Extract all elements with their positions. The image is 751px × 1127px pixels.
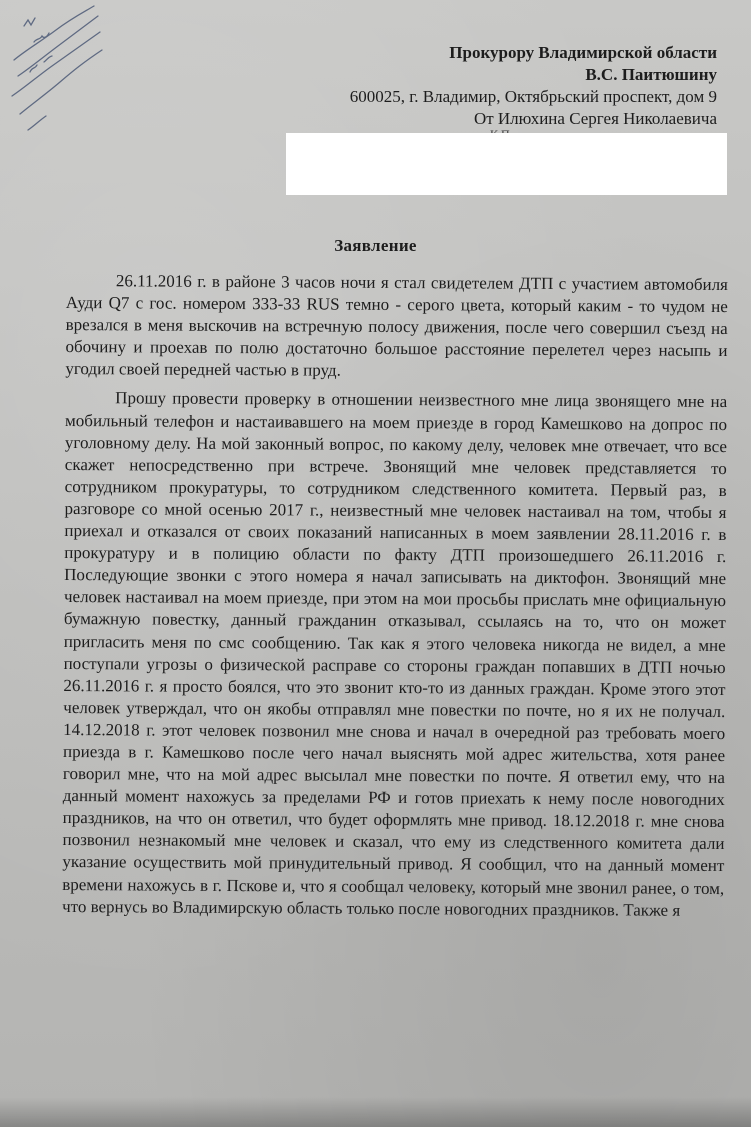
paragraph: 26.11.2016 г. в районе 3 часов ночи я стал свидетелем ДТП с участием автомобиля Ауди Q7 с гос. номером 333-33 RUS темно - серого цвета, который каким - то чудом не врезался в меня выскочив на встречную полосу движения, после чего совершил съезд на обочину и проехав по полю достаточно большое расстояние перелетел через насыпь и угодил своей передней частью в пруд. [65, 271, 728, 381]
addressee-line-3: 600025, г. Владимир, Октябрьский проспект, дом 9 [349, 87, 717, 106]
addressee-line-4: От Илюхина Сергея Николаевича [473, 109, 717, 128]
handwritten-resolution-scribble [4, 2, 104, 142]
document-body [62, 270, 728, 929]
document-title: Заявление [334, 236, 417, 255]
paragraph: Прошу провести проверку в отношении неизвестного мне лица звонящего мне на мобильный телефон и настаивавшего на моем приезде в город Камешково на допрос по уголовному делу. На мой законный вопрос, по какому делу, человек мне отвечает, что все скажет непосредственно при встрече. Звонящий мне человек представляется то сотрудником прокуратуры, то сотрудником следственного комитета. Первый раз, в разговоре со мной осенью 2017 г., неизвестный мне человек настаивал на том, чтобы я приехал и отказался от своих показаний написанных в моем заявлении 28.11.2016 г. в прокуратуру и в полицию области по факту ДТП произошедшего 26.11.2016 г. Последующие звонки с этого номера я начал записывать на диктофон. Звонящий мне человек настаивал на моем приезде, при этом на мои просьбы прислать мне официальную бумажную повестку, данный гражданин отказывал, ссылаясь на то, что он может пригласить меня по смс сообщению. Так как я этого человека никогда не видел, а мне поступали угрозы о физической расправе со стороны граждан попавших в ДТП ночью 26.11.2016 г. я просто боялся, что это звонит кто-то из данных граждан. Кроме этого этот человек утверждал, что он якобы отправлял мне повестки по почте, но я их не получал. 14.12.2018 г. этот человек позвонил мне снова и начал в очередной раз требовать моего приезда в г. Камешково после чего начал выяснять мой адрес жительства, хотя ранее говорил мне, что на мой адрес высылал мне повестки по почте. Я ответил ему, что на данный момент нахожусь за пределами РФ и готов приехать к нему после новогодних праздников, на что он ответил, что будет оформлять мне привод. 18.12.2018 г. мне снова позвонил незнакомый мне человек и сказал, что ему из следственного комитета дали указание осуществить мой принудительный привод. Я сообщил, что на данный момент времени нахожусь в г. Пскове и, что я сообщал человеку, который мне звонил ранее, о том, что вернусь во Владимирскую область только после новогодних праздников. Также я [62, 388, 728, 920]
addressee-line-1: Прокурору Владимирской области [449, 43, 717, 62]
addressee-block [277, 42, 717, 130]
redaction-box [286, 133, 727, 195]
scan-edge-shadow [0, 1097, 751, 1127]
addressee-line-2: В.С. Паитюшину [585, 65, 717, 84]
handwritten-resolution [4, 2, 104, 142]
